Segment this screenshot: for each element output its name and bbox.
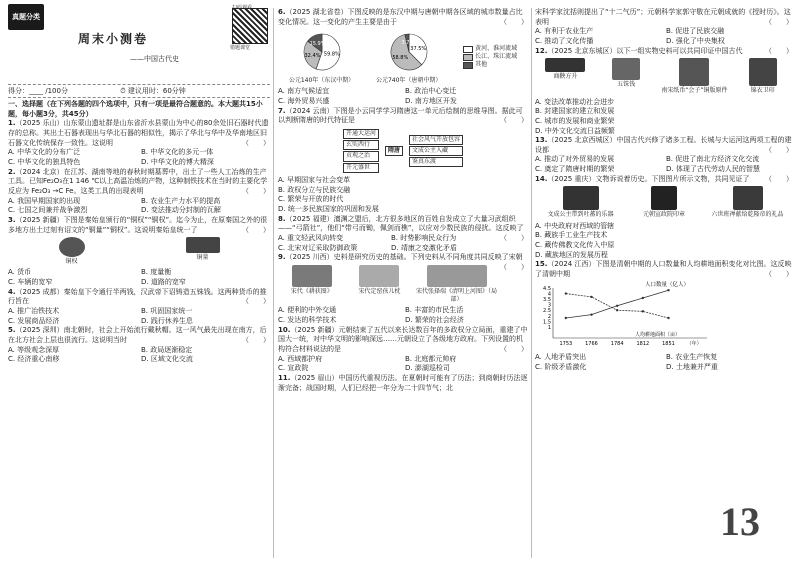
options: [535, 222, 793, 261]
legend-label: 黄河、淮河流域: [475, 44, 518, 52]
question-number: 4.: [8, 287, 16, 296]
page-number: 13: [720, 499, 760, 544]
time-hint: 建议用时：60分钟: [127, 87, 186, 95]
x-tick-label: 1851: [662, 340, 675, 347]
option[interactable]: A. 货币: [8, 268, 32, 277]
options: [8, 268, 270, 287]
option[interactable]: D. 繁荣的社会经济: [405, 316, 464, 325]
swatch: [463, 46, 473, 53]
seal-icon: [749, 58, 777, 86]
options: [278, 176, 528, 215]
data-point: [590, 313, 592, 315]
option[interactable]: B. 政权分立与民族交融: [278, 185, 351, 194]
legend-item: [463, 53, 517, 61]
artifact: [538, 58, 593, 95]
pie-label: 公元140年（东汉中期）: [288, 76, 355, 84]
column-2: [278, 8, 528, 393]
caption: 锦衣卫印: [750, 87, 775, 95]
option[interactable]: C. 中华文化的独具特色: [8, 157, 81, 166]
answer-blank[interactable]: （ ）: [765, 270, 793, 278]
map-center: 隋唐: [385, 146, 403, 156]
pillow-icon: [359, 265, 399, 287]
pie-legend: [463, 45, 517, 70]
artifact: [59, 237, 85, 266]
weight-icon: [59, 237, 85, 257]
answer-blank[interactable]: （ ）: [500, 345, 528, 354]
question-10: [278, 326, 528, 355]
answer-blank[interactable]: （ ）: [500, 17, 528, 26]
options: [8, 346, 270, 365]
clock-icon: ⏱: [120, 87, 126, 95]
column-divider: [273, 8, 274, 558]
y-tick-label: 3.5: [543, 296, 551, 303]
y-tick-label: 1: [547, 324, 551, 331]
caption: 南宋纸币“会子”铜版原件: [661, 87, 728, 95]
question-stem: （2025 北京东城区）以下一组实物史料可以共同印证中国古代: [547, 46, 743, 55]
caption: 宋代张择端《清明上河图》（局部）: [416, 287, 498, 304]
pie-chart-740: [376, 30, 441, 86]
question-stem: （2025 眉山）中国历代重视历法。在夏朝时可能有了历法；到商朝时历法逐渐完备；战国时期，人们已经把一年分为二十四节气；北: [278, 374, 528, 392]
artifact: [543, 186, 618, 219]
question-stem: （2025 福建）澶渊之盟后，北方很多地区的百姓自发成立了大量习武组织——“弓箭社”，他们“带弓而锄，佩剑而樵”，以应对少数民族的侵扰。这反映了: [278, 214, 524, 233]
column-1: [8, 100, 270, 365]
options: [8, 307, 270, 326]
option[interactable]: D. 藏族地区的发展历程: [535, 250, 608, 259]
bowl-icon: [733, 186, 763, 210]
y-tick-label: 2.5: [543, 307, 551, 314]
x-tick-label: 1766: [585, 340, 598, 347]
question-14: [535, 175, 793, 185]
swatch: [463, 62, 473, 69]
option[interactable]: C. 宣政院: [278, 364, 309, 373]
map-node: 玄奘西行: [343, 140, 379, 150]
question-number: 5.: [8, 326, 16, 335]
question-number: 13.: [535, 136, 548, 145]
artifact-images: [8, 237, 270, 266]
option[interactable]: C. 推动了文化传播: [535, 36, 594, 45]
caption: 元朝宣政院印章: [642, 211, 685, 219]
pie-value-label: 58.8%: [392, 54, 408, 61]
option[interactable]: B. 中华文化的多元一体: [141, 148, 214, 157]
option[interactable]: D. 统一多民族国家的巩固和发展: [278, 204, 379, 213]
source-image: [278, 265, 346, 305]
question-2: [8, 168, 270, 197]
score-bar: [8, 84, 270, 98]
option[interactable]: C. 阶级矛盾激化: [535, 362, 587, 371]
caption: 五铢钱: [617, 81, 636, 89]
painting-icon: [292, 265, 332, 287]
source-images: [278, 265, 500, 305]
option[interactable]: D. 变法推动分封制的瓦解: [141, 206, 221, 215]
option[interactable]: B. 封建国家的建立和发展: [535, 107, 615, 116]
question-number: 14.: [535, 174, 548, 183]
y-tick-label: 1.5: [543, 318, 551, 325]
option[interactable]: D. 南方地区开发: [405, 96, 457, 105]
page-subtitle: ——中国古代史: [130, 55, 179, 63]
artifact: [710, 186, 785, 219]
question-number: 1.: [8, 119, 16, 128]
artifact: [735, 58, 790, 95]
option[interactable]: A. 中央政府对西域的管辖: [535, 221, 615, 230]
artifact-images: [535, 58, 793, 95]
answer-blank[interactable]: （ ）: [765, 46, 793, 55]
question-stem: （2025 川西）史料是研究历史的基础。下列史料从不同角度共同反映了宋朝: [285, 253, 523, 262]
legend-label: 其他: [475, 61, 488, 69]
option[interactable]: D. 中外文化交流日益频繁: [535, 126, 615, 135]
section-heading: 一、选择题（在下列各题的四个选项中，只有一项是最符合题意的。本大题共15小题，每小题3分，共45分）: [8, 100, 263, 118]
options: [8, 148, 270, 167]
answer-blank[interactable]: （ ）: [765, 17, 793, 26]
legend-label: 长江、珠江流域: [475, 53, 518, 61]
pie-chart-140: [289, 30, 354, 86]
options: [535, 155, 793, 174]
option[interactable]: B. 巩固国家统一: [141, 307, 193, 316]
measure-icon: [186, 237, 220, 253]
option[interactable]: A. 重文轻武风向转变: [278, 233, 344, 242]
question-15: [535, 260, 793, 279]
option[interactable]: A. 南方气候适宜: [278, 87, 330, 96]
x-tick-label: 1812: [636, 340, 650, 347]
caption: 宋代《耕获图》: [290, 287, 333, 295]
column-divider: [531, 8, 532, 558]
option[interactable]: D. 区域文化交流: [141, 355, 193, 364]
question-stem: （2024 江西）下图是清朝中期的人口数量和人均耕地面积变化对比图。这反映了清朝中期: [535, 260, 792, 278]
y-tick-label: 3: [547, 302, 551, 309]
pie-740-svg: [387, 30, 431, 74]
map-node: 社会风气开放包容: [409, 135, 463, 145]
source-image: [413, 265, 500, 305]
chart-title: 人口数量（亿人）: [645, 281, 690, 288]
option[interactable]: C. 发达的科学技术: [278, 316, 337, 325]
option[interactable]: D. 靖康之变激化矛盾: [391, 243, 457, 252]
data-point: [565, 292, 567, 294]
mind-map-left: [343, 128, 379, 174]
question-5: [8, 326, 270, 345]
question-number: 9.: [278, 253, 286, 262]
option[interactable]: D. 道路的宽窄: [141, 278, 186, 287]
caption: 六世班禅献给乾隆帝的礼品: [711, 211, 784, 219]
option[interactable]: C. 藏传佛教文化传入中原: [535, 241, 615, 250]
option[interactable]: C. 奠定了隋唐时期的繁荣: [535, 165, 615, 174]
qr-caption: 错题课堂: [230, 45, 251, 51]
options: [535, 27, 793, 46]
option[interactable]: D. 澎湖巡检司: [405, 364, 450, 373]
category-tag: 真题分类: [8, 4, 44, 30]
question-stem: （2024 云南）下图是小云同学学习隋唐这一单元后绘制的思维导图。据此可以判断隋唐的时代特征是: [278, 106, 523, 125]
option[interactable]: D. 践行休养生息: [141, 316, 193, 325]
option[interactable]: B. 政局逐渐稳定: [141, 345, 193, 354]
answer-blank[interactable]: （ ）: [500, 262, 528, 271]
pie-140-svg: [300, 30, 344, 74]
x-tick-label: （年）: [686, 340, 702, 347]
answer-blank[interactable]: （ ）: [242, 336, 270, 345]
option[interactable]: C. 发展商品经济: [8, 316, 60, 325]
option[interactable]: B. 政治中心变迁: [405, 87, 457, 96]
y-tick-label: 2: [547, 313, 551, 320]
question-number: 7.: [278, 106, 286, 115]
pie-value-label: 37.5%: [409, 45, 426, 52]
caption: 铜权: [65, 258, 78, 266]
pie-value-label: 3.7%: [401, 39, 414, 46]
question-stem: （2025 北京西城区）中国古代兴修了诸多工程。长城与大运河这两项工程的建设都: [535, 136, 792, 154]
coin-icon: [612, 58, 640, 80]
question-13: [535, 136, 793, 155]
legend-item: [463, 45, 517, 53]
y-tick-label: 4: [547, 291, 551, 298]
option[interactable]: B. 丰富的市民生活: [405, 306, 464, 315]
seal-icon: [651, 186, 677, 210]
mind-map: [278, 128, 528, 174]
answer-blank[interactable]: （ ）: [242, 186, 270, 195]
option[interactable]: B. 农业生产力水平的提高: [141, 196, 221, 205]
question-stem: （2025 深圳）南北朝时，社会上开始流行戴秋帽。这一风气最先出现在南方，后在北方社会上层也很流行。这说明当时: [8, 326, 267, 345]
answer-blank[interactable]: （ ）: [500, 233, 528, 242]
option[interactable]: B. 度量衡: [141, 268, 172, 277]
question-7: [278, 107, 528, 126]
caption: 文成公主带到吐蕃的乐器: [547, 211, 614, 219]
pie-value-label: 59.8%: [323, 51, 340, 58]
swatch: [463, 54, 473, 61]
option[interactable]: D. 体现了古代劳动人民的智慧: [666, 165, 760, 174]
answer-blank[interactable]: （ ）: [765, 145, 793, 154]
data-point: [590, 295, 592, 297]
question-3: [8, 216, 270, 235]
option[interactable]: D. 中华文化的博大精深: [141, 157, 214, 166]
page-title: 周末小测卷: [78, 32, 149, 46]
question-stem: （2024 北京）在江苏、湖南等地的春秋时期墓葬中，出土了一些人工冶炼的生产工具。已知Fe₂O₃在1 146 ℃以上高温冶炼的产物，这种制铁技术在当时的主要化学反应为 Fe₂O₃ →C Fe。这类工具的出现表明: [8, 167, 268, 195]
caption: 商鞅方升: [553, 73, 578, 81]
data-point: [616, 304, 618, 306]
data-point: [616, 309, 618, 311]
question-number: 11.: [278, 374, 291, 383]
options: [535, 353, 793, 372]
question-4: [8, 288, 270, 307]
question-stem: （2025 成都）秦始皇下令通行半两钱，汉武帝下诏铸造五铢钱。这两种货币的推行旨在: [8, 287, 267, 306]
question-stem: （2025 乐山）山东蒙山遗址群是山东省沂水县蒙山为中心的80余处旧石器时代遗存的总称。其出土石器表现出与华北石器的相似性，揭示了华北与华中及华南地区旧石器文化传统保存一致性。这说明: [8, 119, 269, 147]
option[interactable]: B. 促进了南北方经济文化交流: [666, 155, 760, 164]
option[interactable]: A. 中华文化的分布广泛: [8, 148, 81, 157]
caption: 宋代定窑孩儿枕: [358, 287, 401, 295]
score-field: 得分：____ /100分: [8, 87, 68, 95]
option[interactable]: C. 城市的发展和商业繁荣: [535, 116, 615, 125]
option[interactable]: A. 推动了对外贸易的发展: [535, 155, 615, 164]
pie-value-label: 32.4%: [304, 52, 320, 59]
map-node: 贞观之治: [343, 151, 379, 161]
artifact: [186, 237, 220, 266]
question-number: 2.: [8, 167, 16, 176]
question-11-continued: [535, 8, 793, 27]
source-image: [346, 265, 414, 305]
option[interactable]: C. 车辆的宽窄: [8, 278, 53, 287]
option[interactable]: C. 经济重心南移: [8, 355, 60, 364]
options: [535, 98, 793, 137]
question-12: [535, 47, 793, 57]
answer-blank[interactable]: （ ）: [242, 138, 270, 147]
population-chart: [535, 280, 715, 350]
option[interactable]: B. 时势影响民众行为: [391, 233, 457, 242]
option[interactable]: A. 早期国家与社会变革: [278, 176, 351, 184]
question-1: [8, 119, 270, 148]
answer-blank[interactable]: （ ）: [765, 174, 793, 183]
option[interactable]: C. 海外贸易兴盛: [278, 96, 330, 105]
scroll-icon: [427, 265, 487, 287]
options: [278, 234, 500, 253]
data-point: [642, 296, 644, 298]
question-number: 8.: [278, 214, 286, 223]
option[interactable]: B. 促进了民族交融: [666, 27, 725, 36]
option[interactable]: A. 推广冶铁技术: [8, 307, 60, 316]
options: [278, 355, 528, 374]
legend-item: [463, 61, 517, 69]
mind-map-right: [409, 134, 463, 169]
option[interactable]: A. 西域都护府: [278, 354, 323, 363]
options: [8, 197, 270, 216]
data-point: [667, 289, 669, 291]
question-11: [278, 374, 528, 393]
question-number: 6.: [278, 8, 286, 16]
pie-charts: [278, 27, 528, 87]
question-number: 12.: [535, 46, 548, 55]
option[interactable]: C. 七国之间兼并战争激烈: [8, 206, 88, 215]
option[interactable]: C. 繁荣与开放的时代: [278, 195, 344, 204]
map-node: 文成公主入藏: [409, 146, 463, 156]
artifact: [659, 58, 729, 95]
map-node: 鉴真东渡: [409, 157, 463, 167]
answer-blank[interactable]: （ ）: [500, 116, 528, 125]
question-stem: （2025 湖北省卷）下图反映的是东汉中期与唐朝中期各区域的城市数量占比变化情况。这一变化的产生主要是由于: [278, 8, 523, 26]
artifact: [599, 58, 654, 95]
map-node: 开通大运河: [343, 129, 379, 139]
question-stem: （2025 新疆）元朝结束了五代以来长达数百年的多政权分立局面，重建了中国大一统，对中华文明的影响深远……元朝设立了各级地方政府。下列设置的机构符合材料说法的是: [278, 325, 528, 354]
pie-label: 公元740年（唐朝中期）: [375, 76, 442, 84]
option[interactable]: D. 强化了中央集权: [666, 36, 725, 45]
option[interactable]: A. 人地矛盾突出: [535, 353, 587, 362]
question-number: 10.: [278, 325, 291, 334]
artifact: [634, 186, 694, 219]
answer-blank[interactable]: （ ）: [242, 225, 270, 234]
chart-annotation: 人均耕地面积（亩）: [635, 331, 681, 338]
pie-value-label: 15.9%: [309, 40, 326, 47]
option[interactable]: B. 北庭都元帅府: [405, 354, 457, 363]
question-stem: 宋科学家沈括则提出了“十二气历”；元朝科学家郭守敬在元朝成就的《授时历》。这表明: [535, 8, 791, 26]
option[interactable]: A. 我国早期国家的出现: [8, 196, 81, 205]
data-point: [642, 310, 644, 312]
option[interactable]: A. 等级观念深厚: [8, 345, 60, 354]
option[interactable]: B. 农业生产恢复: [666, 353, 718, 362]
qr-code-icon[interactable]: [232, 8, 268, 44]
data-point: [565, 316, 567, 318]
map-node: 开元盛世: [343, 163, 379, 173]
option[interactable]: D. 土地兼并严重: [666, 362, 718, 371]
question-stem: （2025 新疆）下图是秦始皇颁行的“铜权”“铜权”。迄今为止，在原秦国之外的很多地方出土过刻有诏文的“铜量”“铜权”。这说明秦始皇统一了: [8, 215, 268, 234]
column-3: [535, 8, 793, 373]
options: [278, 87, 528, 106]
answer-blank[interactable]: （ ）: [242, 297, 270, 306]
option[interactable]: A. 变法改革推动社会进步: [535, 97, 615, 106]
plate-icon: [679, 58, 709, 86]
x-tick-label: 1753: [559, 340, 573, 347]
x-tick-label: 1784: [610, 340, 624, 347]
question-9: [278, 253, 528, 271]
question-6: [278, 8, 528, 27]
caption: 铜量: [196, 254, 209, 262]
option[interactable]: C. 北宋对辽采取防御政策: [278, 243, 358, 252]
y-tick-label: 4.5: [543, 285, 551, 292]
options: [278, 306, 528, 325]
data-point: [667, 316, 669, 318]
option[interactable]: A. 有利于农业生产: [535, 27, 594, 36]
instrument-icon: [563, 186, 599, 210]
option[interactable]: A. 便利的中外交通: [278, 306, 337, 315]
question-number: 15.: [535, 260, 548, 269]
question-number: 3.: [8, 215, 16, 224]
question-stem: （2025 重庆）文物诉说着历史。下图图片所示文物，共同见证了: [547, 174, 750, 183]
measure-icon: [545, 58, 585, 72]
artifact-images: [535, 186, 793, 219]
option[interactable]: B. 藏族手工业生产技术: [535, 231, 608, 240]
